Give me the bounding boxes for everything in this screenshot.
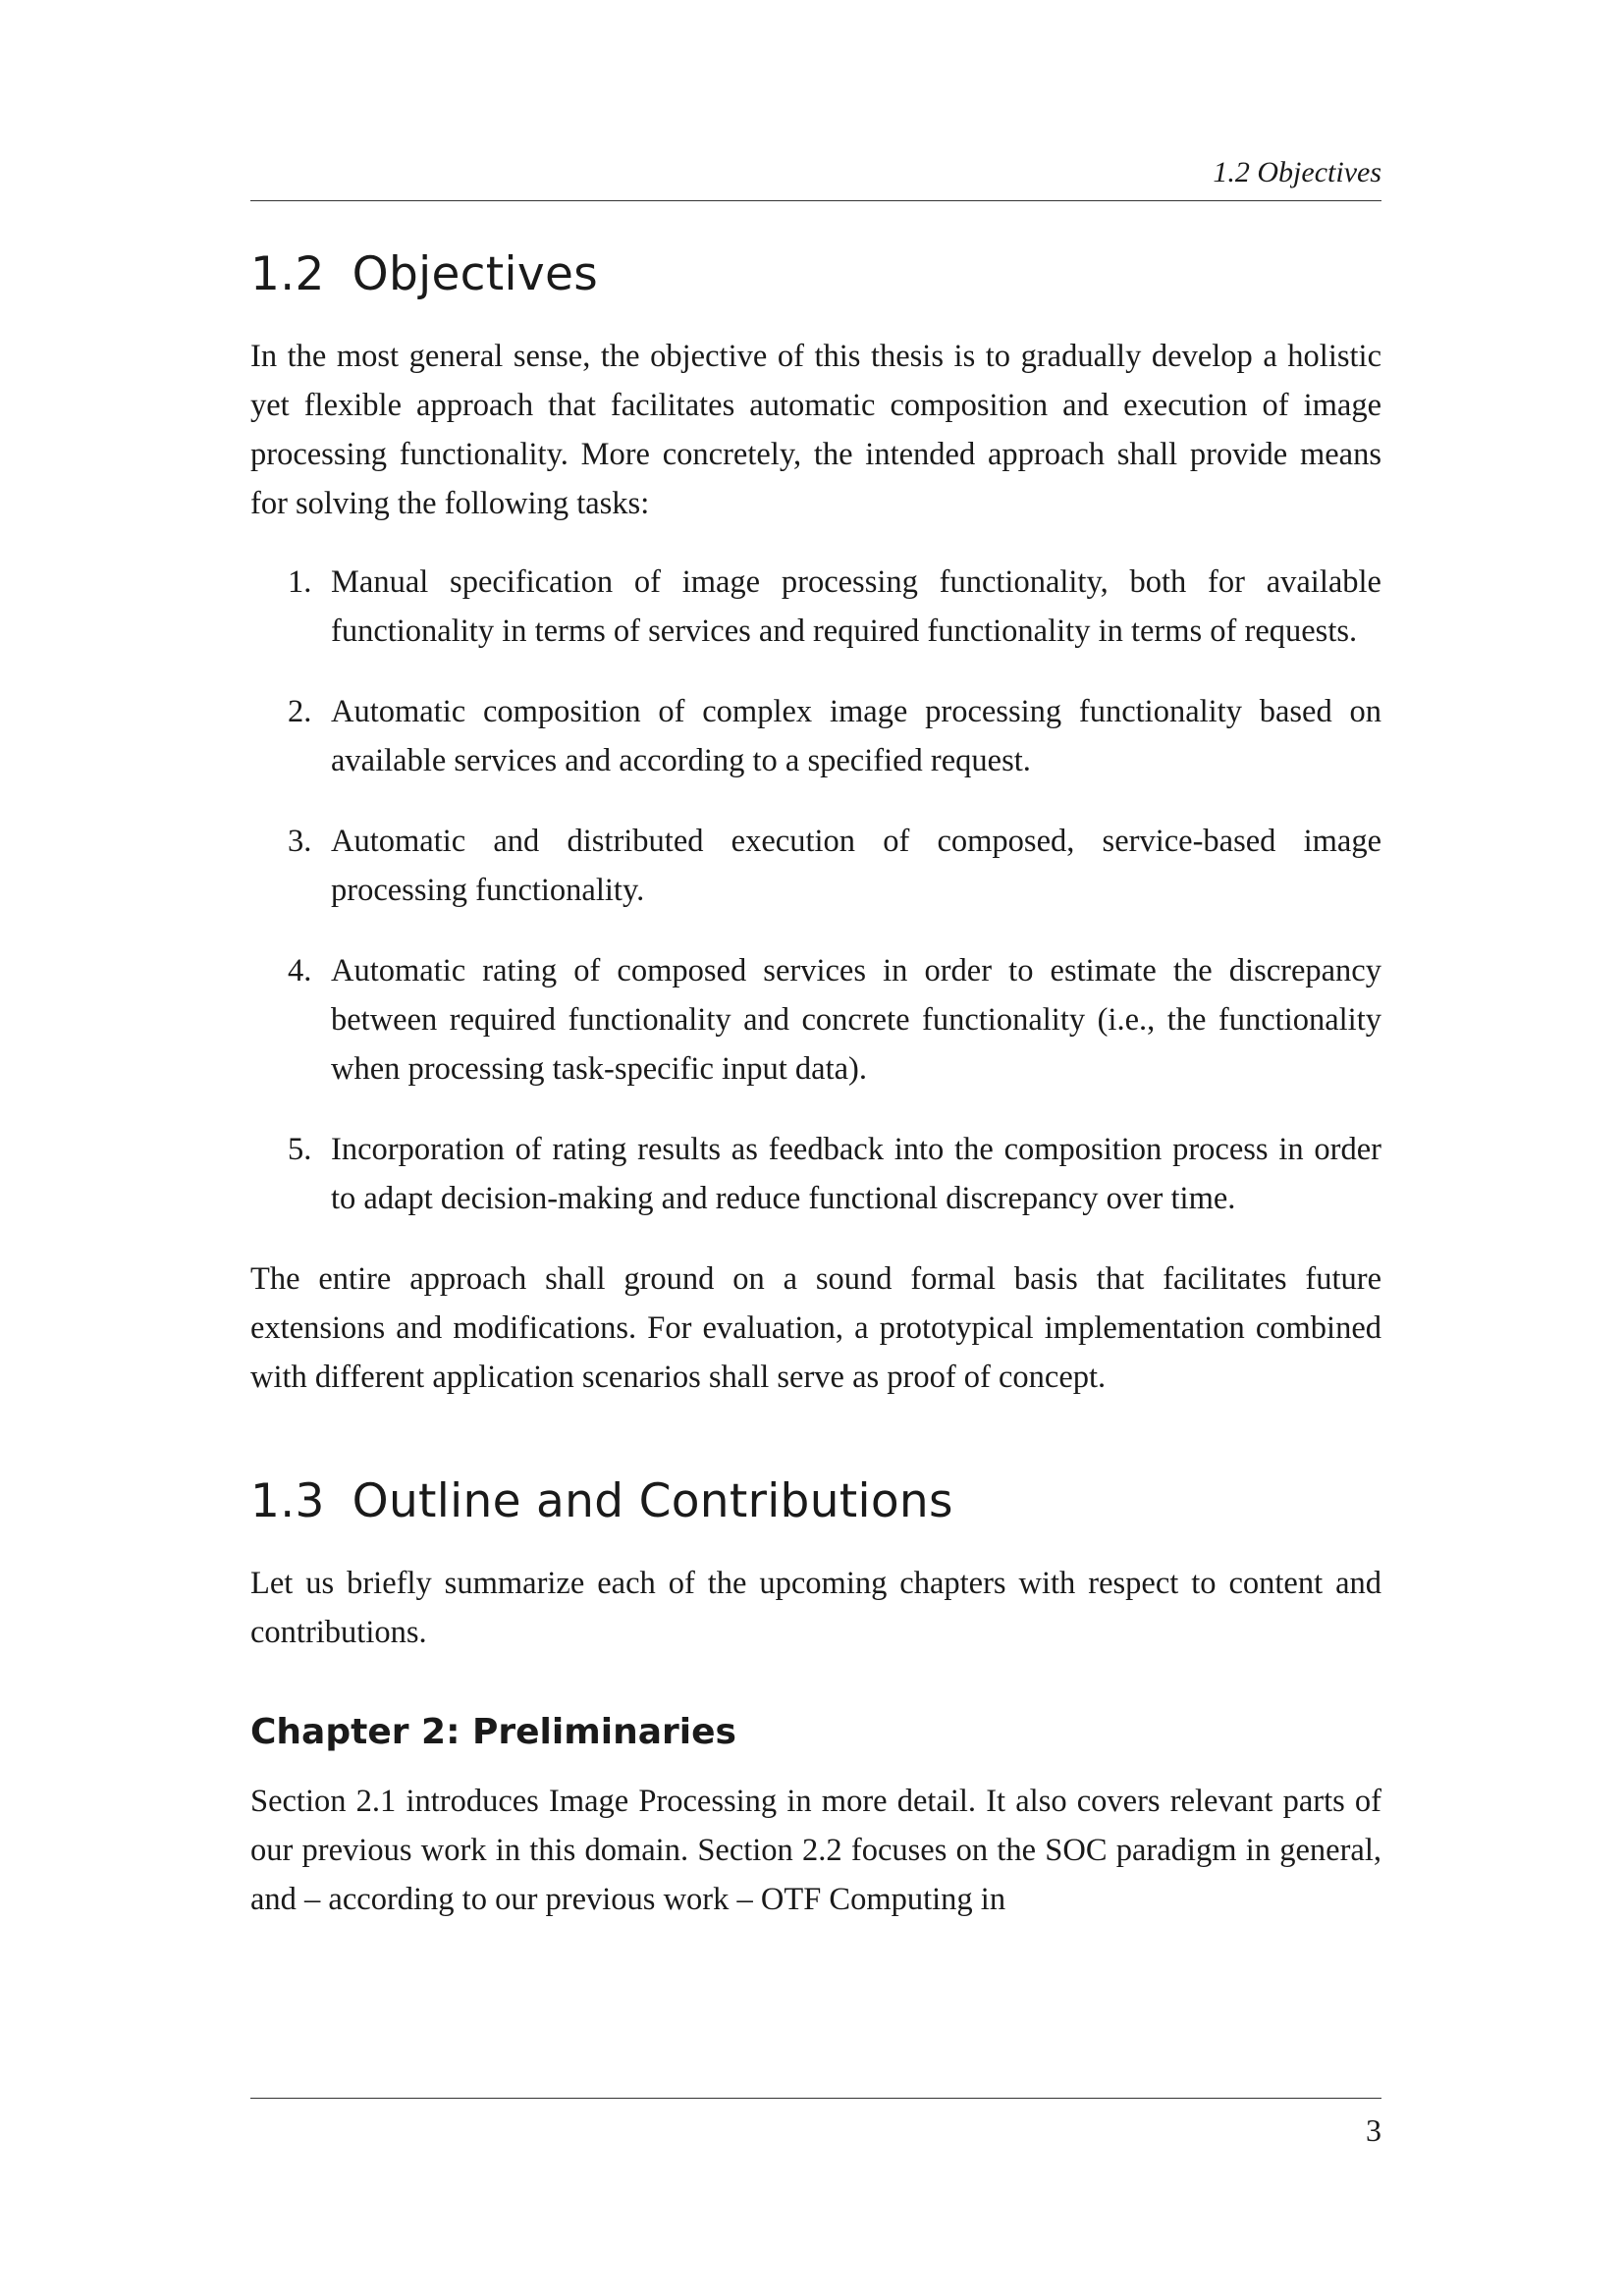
section-title: Outline and Contributions [352, 1474, 953, 1528]
outline-intro-paragraph: Let us briefly summarize each of the upcoming chapters with respect to content and contributions. [250, 1566, 1381, 1650]
page-content [250, 245, 1381, 1924]
task-list-item [250, 946, 1381, 1094]
footer-rule [250, 2098, 1381, 2099]
task-list-item [250, 687, 1381, 785]
section-heading-outline [250, 1472, 1381, 1531]
list-marker: 4. [288, 953, 312, 988]
list-marker: 2. [288, 694, 312, 729]
chapter-2-paragraph: Section 2.1 introduces Image Processing in more detail. It also covers relevant parts of our previous work in this domain. Section 2.2 focuses on the SOC paradigm in general, and – according to our previous work – OTF Computing in [250, 1784, 1381, 1917]
list-marker: 5. [288, 1132, 312, 1167]
subsection-heading-chapter-2: Chapter 2: Preliminaries [250, 1712, 736, 1752]
task-text: Manual specification of image processing functionality, both for available functionality in terms of services and required functionality in terms of requests. [331, 564, 1381, 649]
subsection-spacer [250, 1657, 1381, 1710]
running-header: 1.2 Objectives [1213, 156, 1381, 188]
task-text: Automatic rating of composed services in order to estimate the discrepancy between required functionality and concrete functionality (i.e., the functionality when processing task-specific input data). [331, 953, 1381, 1087]
section-number: 1.3 [250, 1474, 325, 1528]
list-marker: 3. [288, 824, 312, 859]
objectives-intro-paragraph: In the most general sense, the objective of this thesis is to gradually develop a holistic yet flexible approach that facilitates automatic composition and execution of image processing functionality. More concretely, the intended approach shall provide means for solving the following tasks: [250, 339, 1381, 521]
task-text: Automatic and distributed execution of composed, service-based image processing functionality. [331, 824, 1381, 908]
task-list-item [250, 558, 1381, 656]
task-text: Incorporation of rating results as feedback into the composition process in order to adapt decision-making and reduce functional discrepancy over time. [331, 1132, 1381, 1216]
task-list-item [250, 817, 1381, 915]
section-number: 1.2 [250, 247, 325, 301]
objectives-closing-paragraph: The entire approach shall ground on a sound formal basis that facilitates future extensions and modifications. For evaluation, a prototypical implementation combined with different application scenarios shall serve as proof of concept. [250, 1261, 1381, 1395]
task-text: Automatic composition of complex image processing functionality based on available services and according to a specified request. [331, 694, 1381, 778]
list-marker: 1. [288, 564, 312, 600]
section-spacer [250, 1402, 1381, 1472]
section-title: Objectives [352, 247, 599, 301]
header-rule [250, 200, 1381, 201]
task-list-item [250, 1125, 1381, 1223]
page-number: 3 [1366, 2112, 1381, 2148]
task-list [250, 558, 1381, 1223]
section-heading-objectives [250, 245, 1381, 304]
